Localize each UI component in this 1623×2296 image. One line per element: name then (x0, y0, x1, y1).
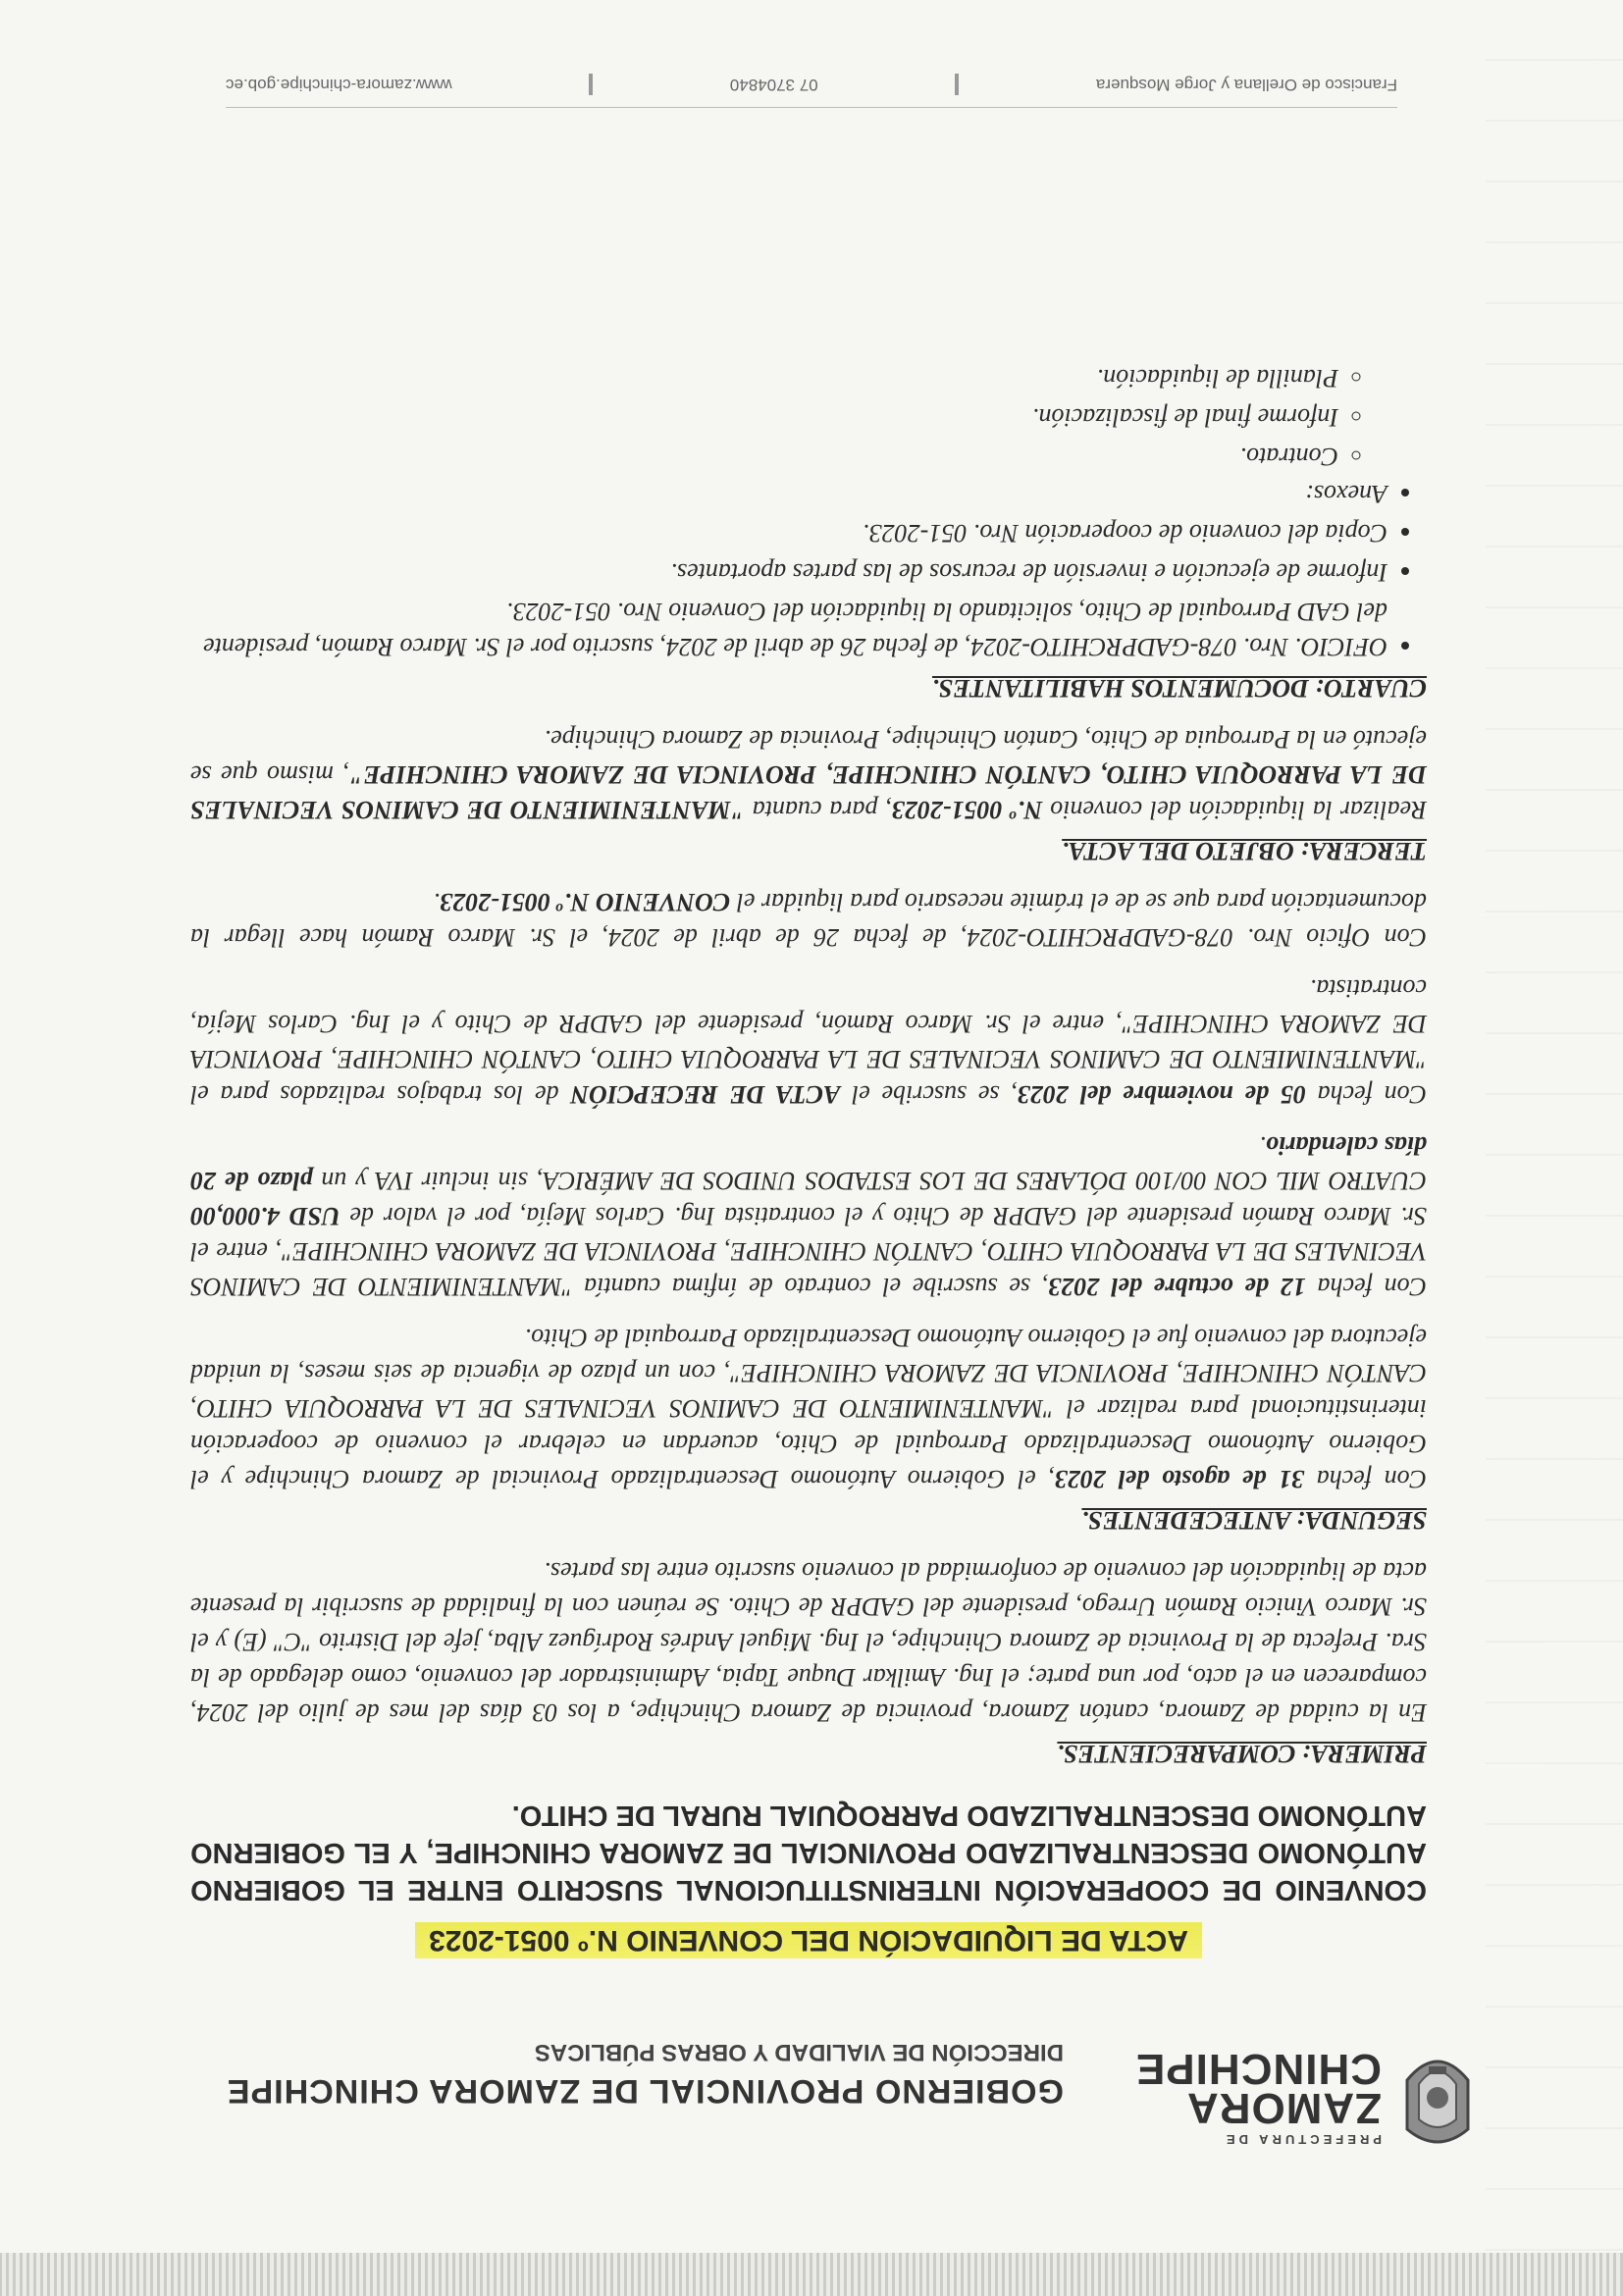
list-item: • Copia del convenio de cooperación Nro. 051-2023. (190, 515, 1387, 550)
footer-address: Francisco de Orellana y Jorge Mosquera (1095, 76, 1397, 94)
annexes-list (190, 360, 1387, 474)
logo-line-2: CHINCHIPE (1134, 2045, 1382, 2093)
scan-edge (0, 2253, 1623, 2296)
date-bold: 12 de octubre del 2023 (1048, 1273, 1306, 1301)
footer-phone: 07 3704840 (729, 76, 818, 94)
document-body (190, 356, 1427, 1957)
organization-name: GOBIERNO PROVINCIAL DE ZAMORA CHINCHIPE (226, 2072, 1064, 2110)
section-heading-primera: PRIMERA: COMPARECIENTES. (1057, 1740, 1427, 1768)
acta-title (190, 1922, 1427, 1957)
amount-bold: USD 4.000,00 (190, 1202, 340, 1230)
habilitantes-list (190, 360, 1427, 664)
text-run: . (433, 888, 441, 916)
logo-name (1134, 2045, 1382, 2132)
paragraph-antecedente-4 (190, 884, 1427, 955)
convenio-title: CONVENIO DE COOPERACIÓN INTERINSTITUCIONAL SUSCRITO ENTRE EL GOBIERNO AUTÓNOMO DESCENTRALIZADO PROVINCIAL DE ZAMORA CHINCHIPE, Y EL GOBIERNO AUTÓNOMO DESCENTRALIZADO PARROQUIAL RURAL DE CHITO. (190, 1800, 1427, 1905)
text-run: . (1259, 1131, 1267, 1160)
text-run: Realizar la liquidación del convenio (1042, 796, 1427, 824)
date-bold: 31 de agosto del 2023 (1054, 1465, 1305, 1493)
text-run: Con Oficio Nro. 078-GADPRCHITO-2024, de fecha 26 de abril de 2024, el Sr. Marco Ramón hace llegar la documentación para que se de el trámite necesario para liquidar el (190, 888, 1427, 952)
text-run: , se suscribe el contrato de ínfima cuantía "MANTENIMIENTO DE CAMINOS VECINALES DE LA PARROQUIA CHITO, CANTÓN CHINCHIPE, PROVINCIA DE ZAMORA CHINCHIPE", entre el Sr. Marco Ramón presidente del GADPR de Chito y el contratista Ing. Carlos Mejía, por el valor de (190, 1202, 1427, 1301)
text-run: Con fecha (1304, 1465, 1427, 1493)
logo-small-text: PREFECTURA DE (1222, 2132, 1382, 2147)
paragraph-objeto (190, 721, 1427, 827)
scan-margin (1486, 0, 1623, 2296)
paragraph-antecedente-1 (190, 1320, 1427, 1496)
text-run: Con fecha (1305, 1273, 1427, 1301)
paragraph-comparecientes: En la cuidad de Zamora, cantón Zamora, provincia de Zamora Chinchipe, a los 03 días del mes de julio del 2024, comparecen en el acto, por una parte; el Ing. Amilkar Duque Tapia, Administrador del convenio, como delegado de la Sra. Prefecta de la Provincia de Zamora Chinchipe, el Ing. Miguel Andrés Rodríguez Alba, jefe del Distrito "C" (E) y el Sr. Marco Vinicio Ramón Urrego, presidente del GADPR de Chito. Se reúnen con la finalidad de suscribir la presente acta de liquidación del convenio de conformidad al convenio suscrito entre las partes. (190, 1557, 1427, 1727)
section-heading-tercera: TERCERA: OBJETO DEL ACTA. (1062, 837, 1427, 865)
text-run: , mismo que se ejecutó en la Parroquia de Chito, Cantón Chinchipe, Provincia de Zamora Chinchipe. (189, 725, 1427, 789)
section-heading-segunda: SEGUNDA: ANTECEDENTES. (1081, 1506, 1427, 1535)
list-item (190, 360, 1387, 511)
text-run: , el Gobierno Autónomo Descentralizado Provincial de Zamora Chinchipe y el Gobierno Autónomo Descentralizado Parroquial de Chito, acuerdan en celebrar el convenio de cooperación interinstitucional para realizar el "MANTENIMIENTO DE CAMINOS VECINALES DE LA PARROQUIA CHITO, CANTÓN CHINCHIPE, PROVINCIA DE ZAMORA CHINCHIPE", con un plazo de vigencia de seis meses, la unidad ejecutora del convenio fue el Gobierno Autónomo Descentralizado Parroquial de Chito. (190, 1324, 1427, 1493)
convenio-number-bold: N.º 0051-2023 (891, 796, 1043, 824)
text-run: CUATRO MIL CON 00/100 DÓLARES DE LOS ESTADOS UNIDOS DE AMÉRICA, (536, 1167, 1427, 1195)
annex-item: ◦ Informe final de fiscalización. (190, 399, 1338, 435)
convenio-bold: CONVENIO N.º 0051-2023 (440, 888, 731, 916)
date-bold: 05 de noviembre del 2023 (1017, 1080, 1306, 1109)
text-run: , para cuanta (744, 796, 892, 824)
paragraph-antecedente-3 (190, 970, 1427, 1112)
crest-icon (1399, 2041, 1476, 2149)
prefectura-logo (1123, 2031, 1476, 2149)
section-heading-cuarta: CUARTO: DOCUMENTOS HABILITANTES. (932, 674, 1427, 703)
department-name: DIRECCIÓN DE VIALIDAD Y OBRAS PÚBLICAS (534, 2039, 1064, 2065)
footer-website: www.zamora-chinchipe.gob.ec (226, 76, 452, 94)
highlighted-title: ACTA DE LIQUIDACIÓN DEL CONVENIO N.º 0051-2023 (415, 1922, 1202, 1958)
text-run: sin incluir IVA y un (312, 1167, 537, 1195)
list-item: • Informe de ejecución e inversión de recursos de las partes aportantes. (190, 554, 1387, 590)
annex-item: ◦ Contrato. (190, 439, 1338, 474)
term-bold: plazo de 20 días calendario (190, 1131, 1427, 1195)
footer-separator (589, 74, 593, 95)
text-run: Con fecha (1305, 1080, 1427, 1109)
project-name-bold: "MANTENIMIENTO DE CAMINOS VECINALES DE LA PARROQUIA CHITO, CANTÓN CHINCHIPE, PROVINCIA DE ZAMORA CHINCHIPE" (190, 760, 1427, 824)
logo-line-1: ZAMORA (1185, 2084, 1382, 2132)
list-item: • OFICIO. Nro. 078-GADPRCHITO-2024, de fecha 26 de abril de 2024, suscrito por el Sr. Marco Ramón, presidente del GAD Parroquial de Chito, solicitando la liquidación del Convenio Nro. 051-2023. (190, 594, 1387, 664)
paragraph-antecedente-2 (190, 1127, 1427, 1304)
annexes-label: Anexos: (1305, 480, 1387, 508)
text-run: , se suscribe el (840, 1080, 1018, 1109)
letterhead (147, 2031, 1476, 2149)
header-titles (227, 2038, 1064, 2110)
footer-separator (955, 74, 959, 95)
text-run: de los trabajos realizados para el "MANTENIMIENTO DE CAMINOS VECINALES DE LA PARROQUIA CHITO, CANTÓN CHINCHIPE, PROVINCIA DE ZAMORA CHINCHIPE", entre el Sr. Marco Ramón, presidente del GADPR de Chito y el Ing. Carlos Mejía, contratista. (190, 974, 1427, 1109)
page-footer (226, 70, 1397, 108)
acta-recepcion-bold: ACTA DE RECEPCIÓN (570, 1080, 841, 1109)
annex-item: ◦ Planilla de liquidación. (190, 360, 1338, 395)
